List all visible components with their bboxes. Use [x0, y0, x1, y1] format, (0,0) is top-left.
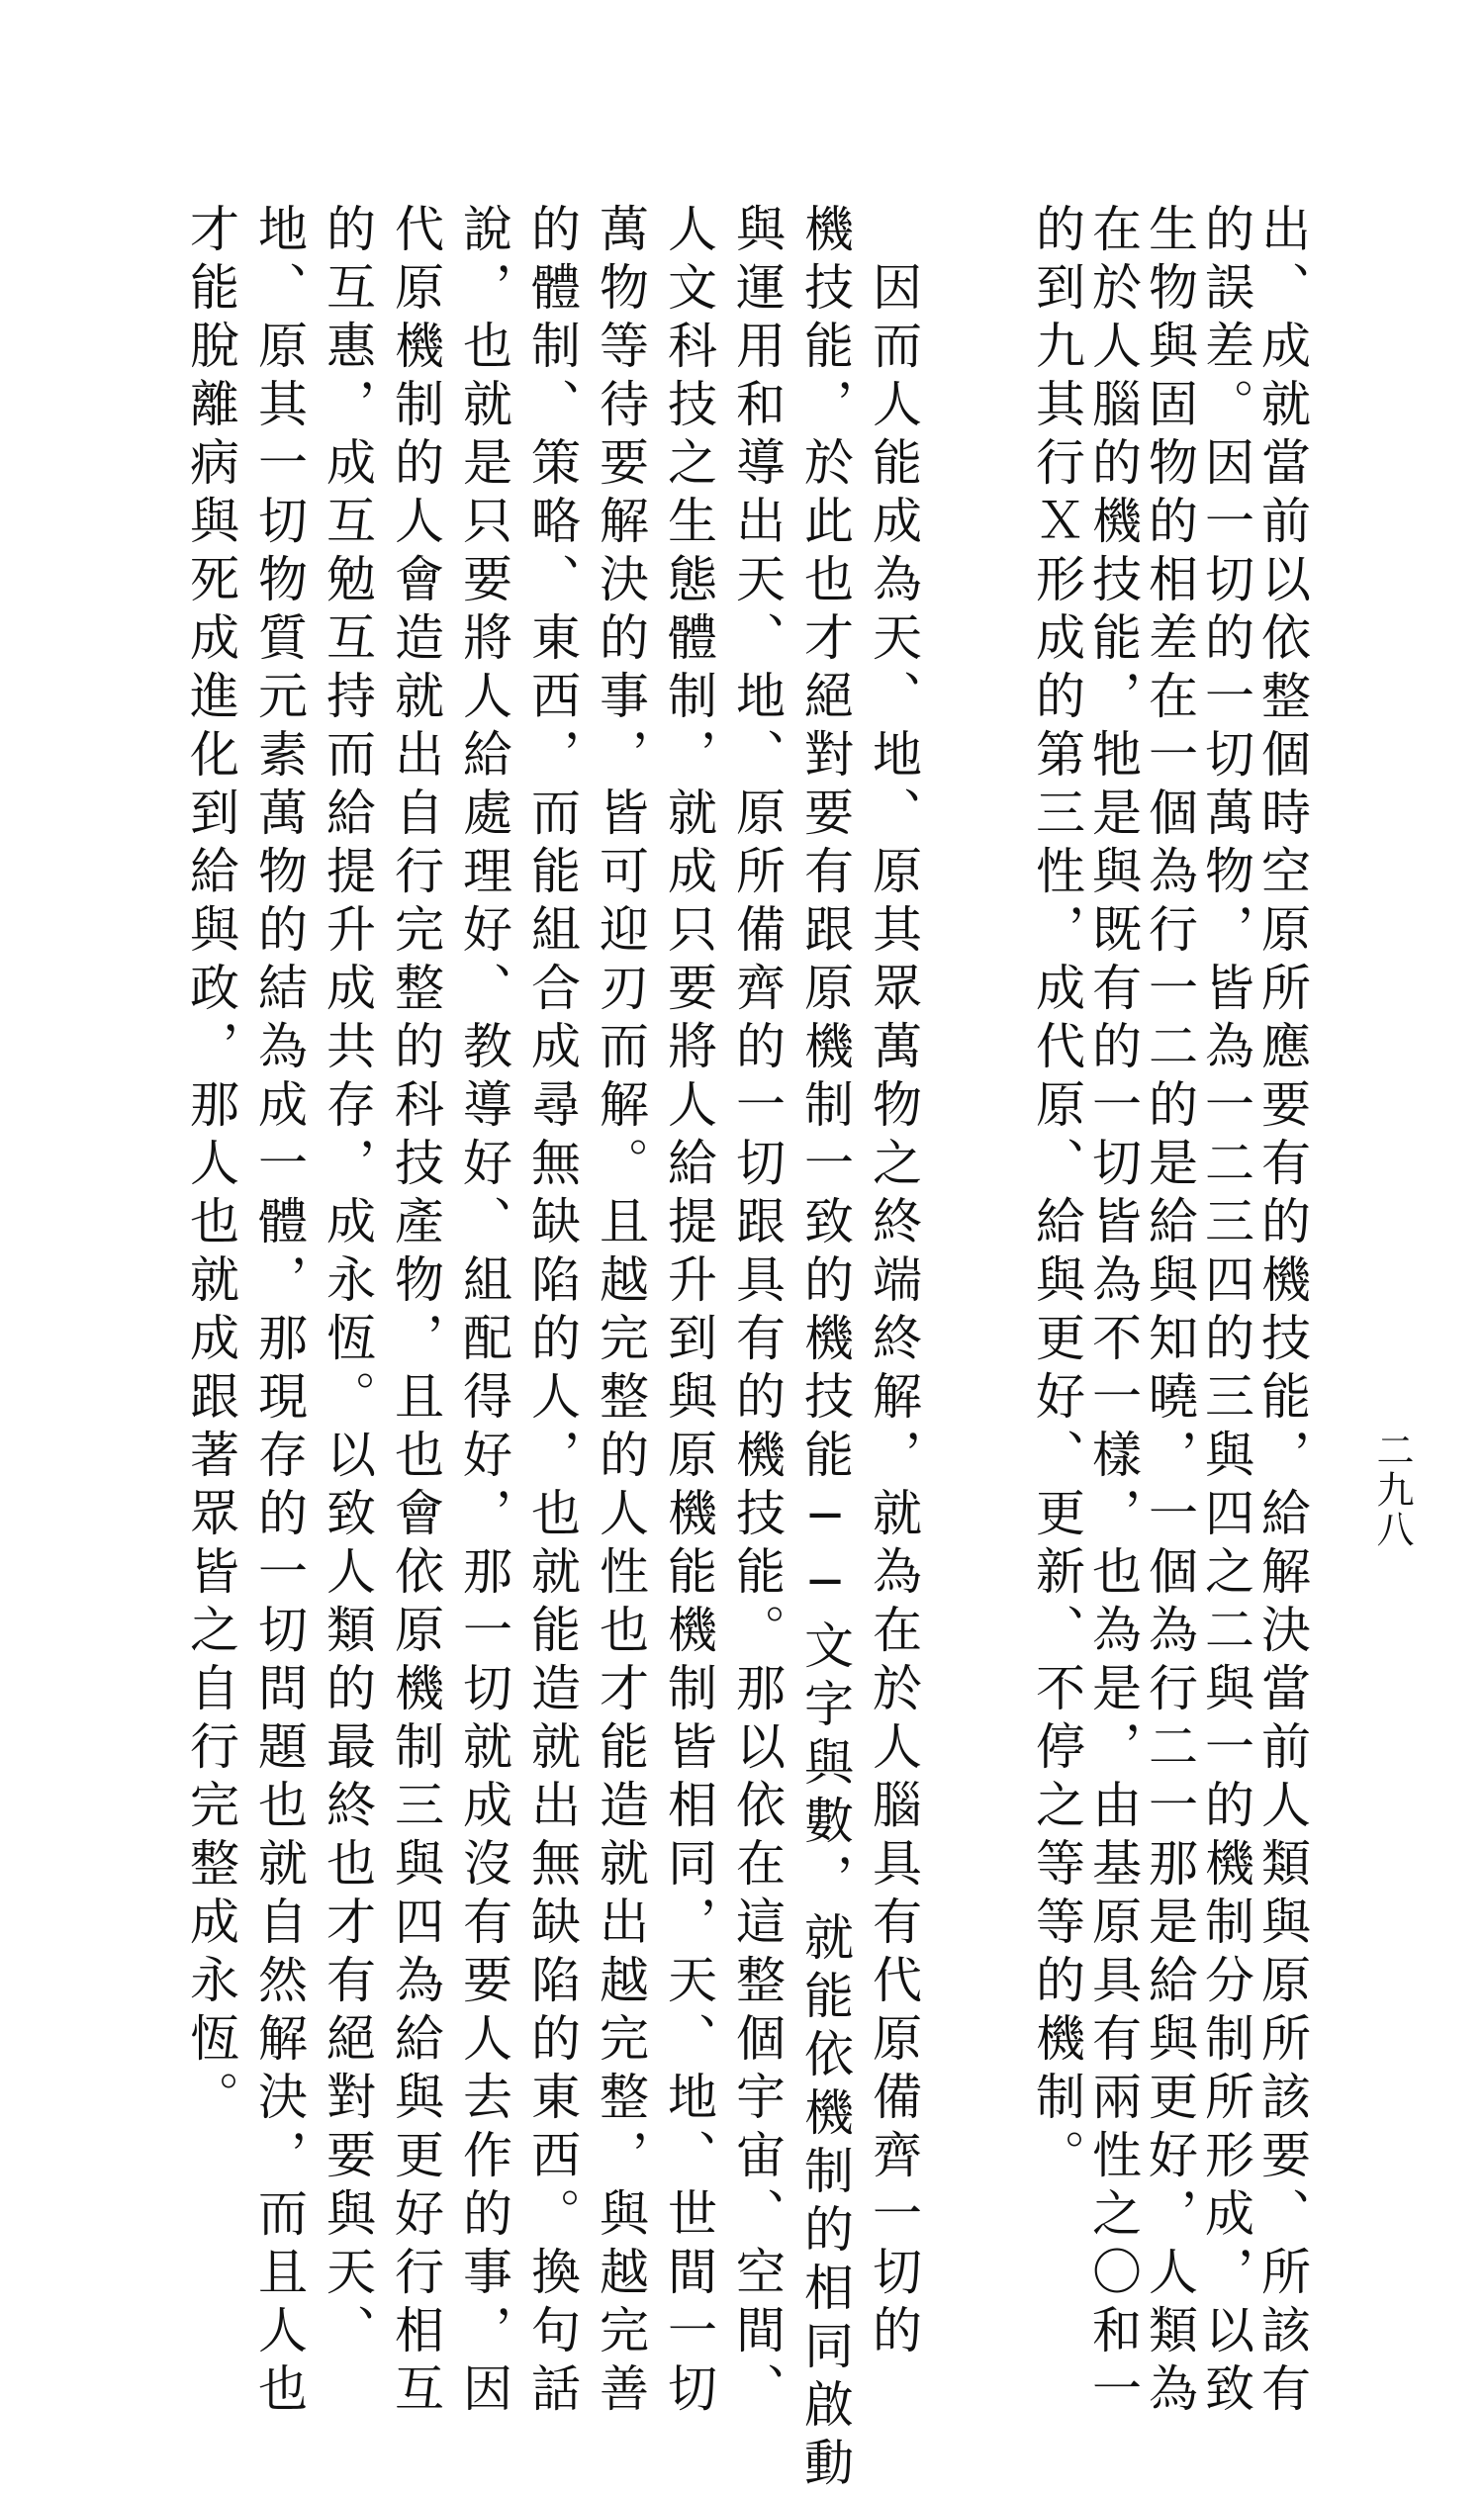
- text-column-6: 因而人能成為天、地、原其眾萬物之終端終解，就為在於人腦具有代原備齊一切的: [865, 203, 922, 2362]
- text-column-2: 的誤差。因一切的一切萬物，皆為一二三四的三與四之二與一的機制分制所形成，以致: [1197, 203, 1254, 2421]
- text-column-3: 生物與固物的相差在一個為行一二的是給與知曉，一個為行二一那是給與更好，人類為: [1141, 203, 1198, 2421]
- text-column-8: 與運用和導出天、地、原所備齊的一切跟具有的機技能。那以依在這整個宇宙、空間、: [728, 203, 786, 2421]
- text-column-11: 的體制、策略、東西，而能組合成尋無缺陷的人，也就能造就出無缺陷的東西。換句話: [523, 203, 581, 2421]
- text-column-4: 在於人腦的機技能，牠是與既有的一切皆為不一樣，也為是，由基原具有兩性之〇和一: [1084, 203, 1142, 2421]
- text-column-12: 說，也就是只要將人給處理好、教導好、組配得好，那一切就成沒有要人去作的事，因: [455, 203, 512, 2421]
- text-column-5: 的到九其行Ｘ形成的第三性，成代原、給與更好、更新、不停之等等的機制。: [1028, 203, 1085, 2187]
- text-column-14: 的互惠，成互勉互持而給提升成共存，成永恆。以致人類的最終也才有絕對要與天、: [319, 203, 376, 2362]
- text-column-13: 代原機制的人會造就出自行完整的科技產物，且也會依原機制三與四為給與更好行相互: [387, 203, 444, 2421]
- text-column-16: 才能脫離病與死成進化到給與政，那人也就成跟著眾皆之自行完整成永恆。: [182, 203, 239, 2129]
- page-number: 二九八: [1370, 1431, 1414, 1549]
- text-column-10: 萬物等待要解決的事，皆可迎刃而解。且越完整的人性也才能造就出越完整，與越完善: [592, 203, 649, 2421]
- text-column-7: 機技能，於此也才絕對要有跟原機制一致的機技能──文字與數，就能依機制的相同啟動: [796, 203, 854, 2495]
- text-column-1: 出、成就當前以依整個時空原所應要有的機技能，給解決當前人類與原所該要、所該有: [1253, 203, 1311, 2421]
- text-column-15: 地、原其一切物質元素萬物的結為成一體，那現存的一切問題也就自然解決，而且人也: [250, 203, 308, 2421]
- text-column-9: 人文科技之生態體制，就成只要將人給提升到與原機能機制皆相同，天、地、世間一切: [660, 203, 717, 2421]
